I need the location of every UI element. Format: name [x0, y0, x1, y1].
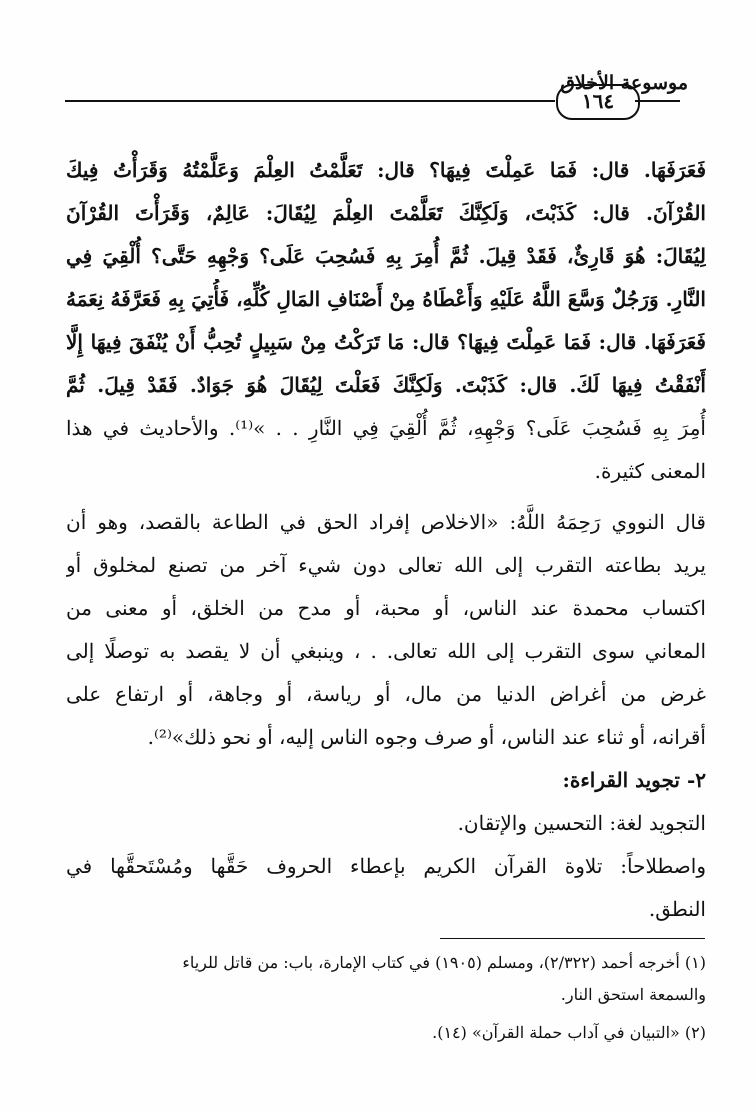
text-line: أقرانه، أو ثناء عند الناس، أو صرف وجوه الناس إليه، أو نحو ذلك»⁽²⁾. — [147, 725, 706, 749]
text-line: اكتساب محمدة عند الناس، أو محبة، أو مدح من الخلق، أو معنى من — [66, 596, 706, 620]
text-line: القُرْآنَ. قال: كَذَبْتَ، وَلَكِنَّكَ تَعَلَّمْتَ العِلْمَ لِيُقَالَ: عَالِمٌ، وَقَرَأْتَ القُرْآنَ — [66, 201, 706, 225]
text-line: النَّارِ. وَرَجُلٌ وَسَّعَ اللَّهُ عَلَيْهِ وَأَعْطَاهُ مِنْ أَصْنَافِ المَالِ كُلِّهِ، فَأُتِيَ بِهِ فَعَرَّفَهُ نِعَمَهُ — [66, 287, 706, 311]
text-line: قال النووي رَحِمَهُ اللَّهُ: «الاخلاص إفراد الحق في الطاعة بالقصد، وهو أن — [66, 510, 706, 534]
text-line: لِيُقَالَ: هُوَ قَارِئٌ، فَقَدْ قِيلَ. ثُمَّ أُمِرَ بِهِ فَسُحِبَ عَلَى؟ وَجْهِهِ حَتَّى؟ أُلْقِيَ فِي — [66, 244, 706, 268]
text-line: أَنْفَقْتُ فِيهَا لَكَ. قال: كَذَبْتَ. وَلَكِنَّكَ فَعَلْتَ لِيُقَالَ هُوَ جَوَادٌ. فَقَدْ قِيلَ. ثُمَّ — [66, 373, 706, 397]
section-heading: ٢- تجويد القراءة: — [562, 768, 706, 792]
footnote-1-cont: والسمعة استحق النار. — [560, 985, 706, 1004]
text-line: المعنى كثيرة. — [594, 459, 706, 483]
text-line: يريد بطاعته التقرب إلى الله تعالى دون شيء آخر من تصنع لمخلوق أو — [66, 553, 706, 577]
text-line: فَعَرَفَهَا. قال: فَمَا عَمِلْتَ فِيهَا؟ قال: تَعَلَّمْتُ العِلْمَ وَعَلَّمْتُهُ وَقَرَأْتُ فِيكَ — [66, 158, 706, 182]
footnote-1: (١) أخرجه أحمد (٢/٣٢٢)، ومسلم (١٩٠٥) في كتاب الإمارة، باب: من قاتل للرياء — [182, 953, 706, 972]
text-line: واصطلاحاً: تلاوة القرآن الكريم بإعطاء الحروف حَقَّها ومُسْتَحقَّها في — [66, 854, 706, 878]
header-rule-mid — [635, 100, 680, 102]
text-line: غرض من أغراض الدنيا من مال، أو رياسة، أو وجاهة، أو ارتفاع على — [66, 682, 706, 706]
text-line: المعاني سوى التقرب إلى الله تعالى. . ، وينبغي أن لا يقصد به توصلًا إلى — [66, 639, 706, 663]
running-header-title: موسوعة الأخلاق — [560, 72, 688, 94]
text-line: النطق. — [648, 897, 706, 921]
footnote-2: (٢) «التبيان في آداب حملة القرآن» (١٤). — [432, 1023, 706, 1042]
page-number: ١٦٤ — [556, 84, 640, 120]
header-rule-left — [65, 100, 555, 102]
text-line: فَعَرَفَهَا. قال: فَمَا عَمِلْتَ فِيهَا؟ قال: مَا تَرَكْتُ مِنْ سَبِيلٍ تُحِبُّ أَنْ يُنْفَقَ فِيهَا إِلَّا — [66, 330, 706, 354]
text-line: التجويد لغة: التحسين والإتقان. — [457, 811, 706, 835]
footnote-separator — [440, 938, 705, 939]
text-line: أُمِرَ بِهِ فَسُحِبَ عَلَى؟ وَجْهِهِ، ثُمَّ أُلْقِيَ فِي النَّارِ . . »⁽¹⁾. والأحاديث في هذا — [66, 416, 706, 440]
